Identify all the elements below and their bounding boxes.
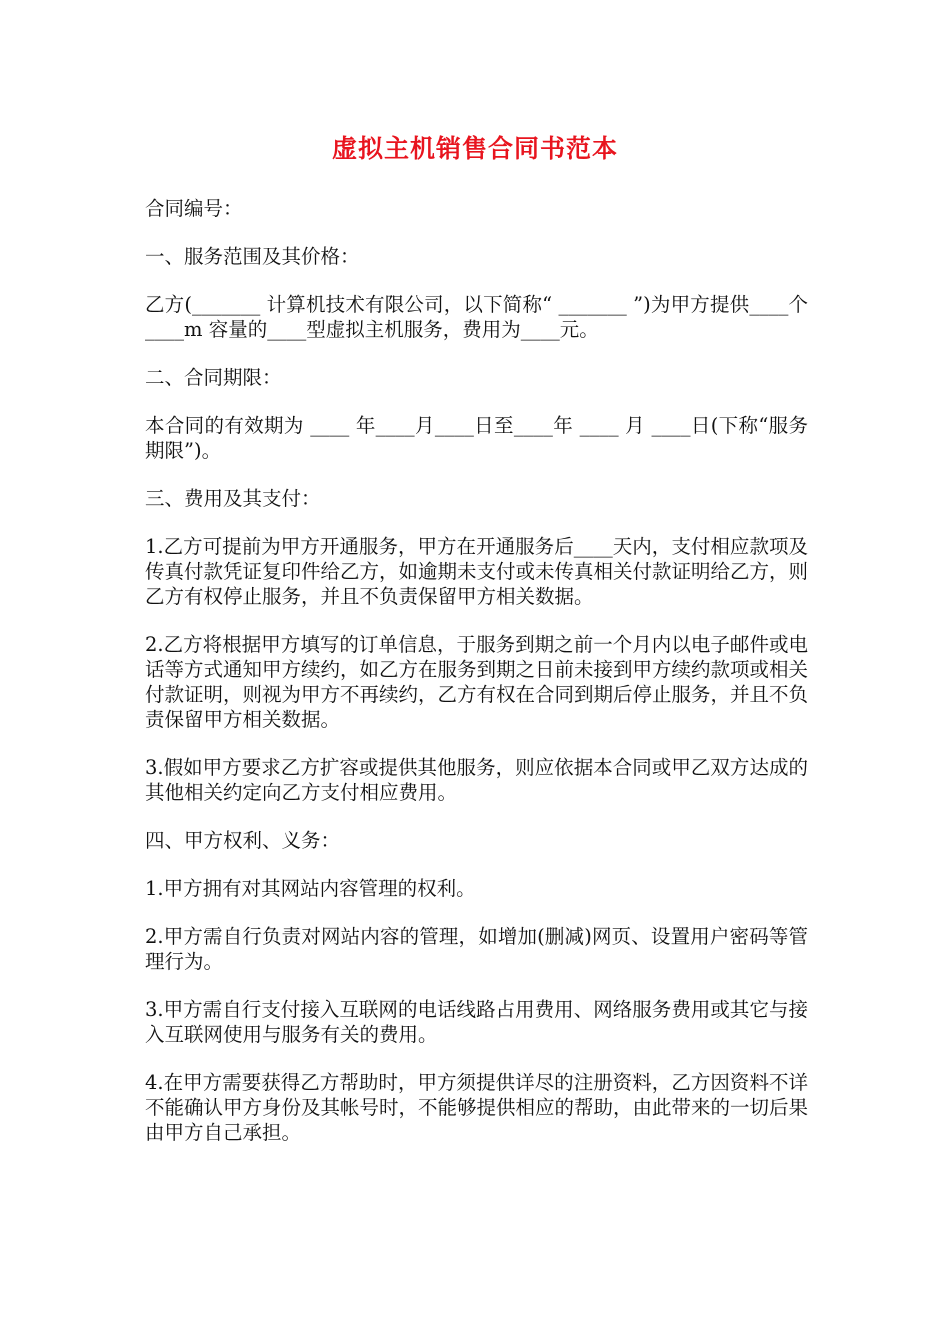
- section-heading-service-scope: 一、服务范围及其价格：: [145, 245, 360, 268]
- paragraph-rights-2: 2.甲方需自行负责对网站内容的管理，如增加(删减)网页、设置用户密码等管理行为。: [145, 925, 808, 973]
- paragraph-rights-4: 4.在甲方需要获得乙方帮助时，甲方须提供详尽的注册资料，乙方因资料不详不能确认甲方身份及其帐号时，不能够提供相应的帮助，由此带来的一切后果由甲方自己承担。: [145, 1071, 809, 1144]
- paragraph-contract-term: 本合同的有效期为 ____ 年____月____日至____年 ____ 月 ____日(下称“服务期限”)。: [145, 414, 808, 462]
- section-heading-fees-payment: 三、费用及其支付：: [145, 487, 321, 510]
- paragraph-fees-2: 2.乙方将根据甲方填写的订单信息，于服务到期之前一个月内以电子邮件或电话等方式通知甲方续约，如乙方在服务到期之日前未接到甲方续约款项或相关付款证明，则视为甲方不再续约，乙方有权在合同到期后停止服务，并且不负责保留甲方相关数据。: [145, 633, 809, 731]
- document-body: [145, 196, 808, 1168]
- contract-number-label: 合同编号：: [145, 197, 243, 220]
- document-title: 虚拟主机销售合同书范本: [331, 134, 618, 163]
- paragraph-fees-1: 1.乙方可提前为甲方开通服务，甲方在开通服务后____天内，支付相应款项及传真付款凭证复印件给乙方，如逾期未支付或未传真相关付款证明给乙方，则乙方有权停止服务，并且不负责保留甲方相关数据。: [145, 535, 809, 608]
- section-heading-contract-term: 二、合同期限：: [145, 366, 282, 389]
- section-heading-party-a-rights: 四、甲方权利、义务：: [145, 829, 341, 852]
- paragraph-rights-1: 1.甲方拥有对其网站内容管理的权利。: [145, 877, 476, 900]
- paragraph-fees-3: 3.假如甲方要求乙方扩容或提供其他服务，则应依据本合同或甲乙双方达成的其他相关约定向乙方支付相应费用。: [145, 756, 808, 804]
- paragraph-service-scope: 乙方(_______ 计算机技术有限公司，以下简称“ _______ ”)为甲方提供____个____m 容量的____型虚拟主机服务，费用为____元。: [145, 293, 808, 341]
- paragraph-rights-3: 3.甲方需自行支付接入互联网的电话线路占用费用、网络服务费用或其它与接入互联网使用与服务有关的费用。: [145, 998, 808, 1046]
